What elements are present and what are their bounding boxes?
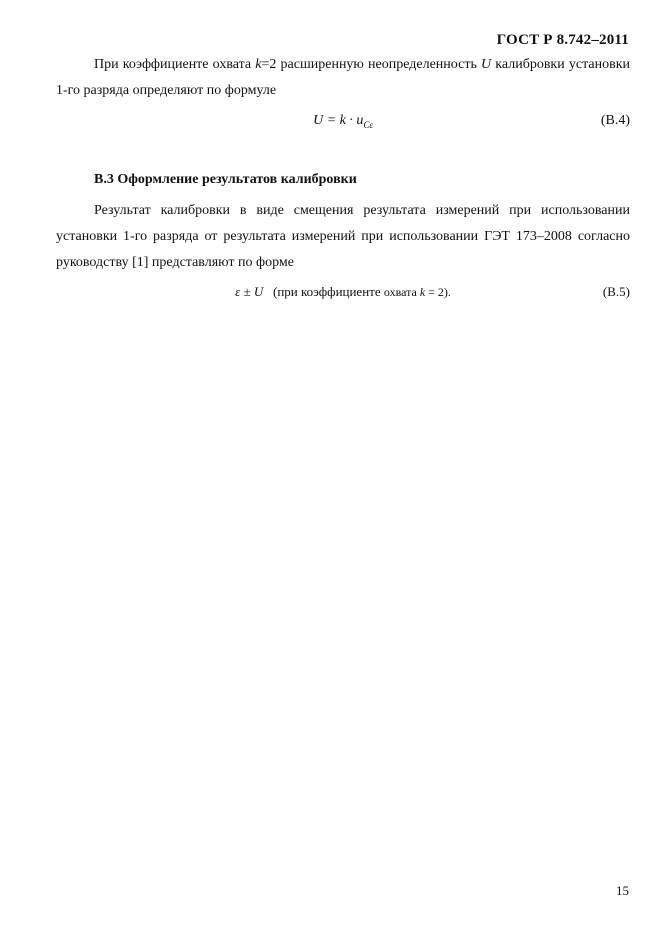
formula-b5-note-a: (при коэффициенте [272, 284, 384, 299]
formula-b5-expr: ε ± U [235, 284, 264, 299]
para1-text-b: =2 расширенную неопределенность [261, 57, 482, 72]
formula-b5-number: (В.5) [602, 284, 630, 299]
para2-text: Результат калибровки в виде смещения результата измерений при использовании установки 1-го разряда от результата измерений при использовании ГЭТ 173–2008 согласно руководству [1] представляют по форме [56, 203, 630, 270]
formula-b5-note-b: = 2). [425, 285, 451, 299]
formula-b4-subscript: Cε [363, 119, 373, 130]
para1-u: U [481, 57, 492, 72]
para1-k: k [255, 57, 262, 72]
formula-b4 [56, 113, 630, 135]
page-number: 15 [616, 883, 629, 898]
para1-text-c: калибровки установки 1-го разряда определяют по формуле [56, 57, 630, 98]
paragraph-coverage-factor [56, 52, 630, 104]
formula-b4-number: (В.4) [600, 113, 630, 128]
document-code: ГОСТ Р 8.742–2011 [496, 32, 629, 48]
para1-text-a: При коэффициенте охвата [94, 57, 256, 72]
formula-b4-expression [56, 113, 630, 130]
formula-b5-note-k: k [419, 285, 426, 299]
formula-b5 [56, 284, 630, 306]
formula-b5-note-small: охвата [383, 285, 420, 299]
formula-b5-expression [56, 284, 630, 300]
formula-b4-lhs: U = k · u [313, 113, 364, 128]
section-title-b3: В.3 Оформление результатов калибровки [94, 172, 357, 187]
paragraph-calibration-result [56, 198, 630, 276]
